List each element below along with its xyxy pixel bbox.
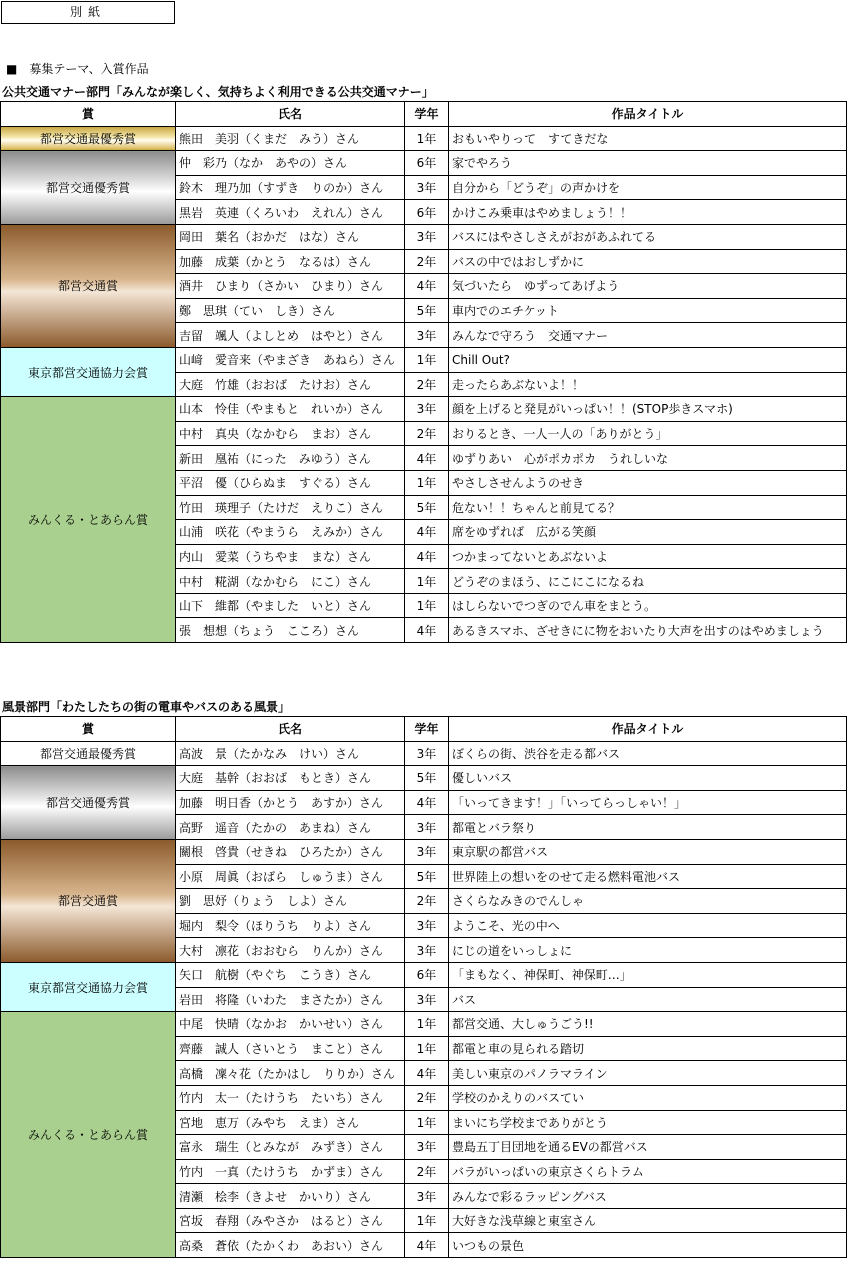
table-row [1,224,847,249]
table-header-row [1,717,847,742]
name-cell: 堀内 梨令（ほりうち りよ）さん [176,913,405,938]
name-cell: 清瀬 桧李（きよせ かいり）さん [176,1184,405,1209]
grade-cell: 1年 [405,1208,449,1233]
name-cell: 大庭 竹雄（おおば たけお）さん [176,372,405,397]
section2-title: 風景部門「わたしたちの街の電車やバスのある風景」 [2,700,291,714]
name-cell: 張 想想（ちょう こころ）さん [176,618,405,643]
grade-cell: 1年 [405,126,449,151]
grade-cell: 2年 [405,372,449,397]
table-row [1,766,847,791]
grade-cell: 1年 [405,470,449,495]
name-cell: 中村 真央（なかむら まお）さん [176,421,405,446]
name-cell: 大庭 基幹（おおば もとき）さん [176,766,405,791]
name-cell: 高野 遥音（たかの あまね）さん [176,815,405,840]
title-cell: バス [449,987,847,1012]
section2-table [0,716,847,1258]
title-cell: やさしさせんようのせき [449,470,847,495]
name-cell: 宮地 恵万（みやち えま）さん [176,1110,405,1135]
title-cell: みんなで守ろう 交通マナー [449,323,847,348]
table-row [1,839,847,864]
name-cell: 黒岩 英連（くろいわ えれん）さん [176,200,405,225]
name-cell: 大村 凛花（おおむら りんか）さん [176,938,405,963]
name-cell: 山下 維都（やました いと）さん [176,593,405,618]
table-row [1,126,847,151]
award-cell: 都営交通最優秀賞 [1,741,176,766]
attachment-label: 別紙 [1,1,175,24]
title-cell: いつもの景色 [449,1233,847,1258]
grade-cell: 6年 [405,200,449,225]
table-row [1,1012,847,1037]
name-cell: 吉留 颯人（よしとめ はやと）さん [176,323,405,348]
grade-cell: 4年 [405,618,449,643]
grade-cell: 4年 [405,1061,449,1086]
name-cell: 新田 凰祐（にった みゆう）さん [176,446,405,471]
name-cell: 高波 景（たかなみ けい）さん [176,741,405,766]
name-cell: 宮坂 春翔（みやさか はると）さん [176,1208,405,1233]
name-cell: 岡田 葉名（おかだ はな）さん [176,224,405,249]
award-cell: みんくる・とあらん賞 [1,1012,176,1258]
grade-cell: 3年 [405,175,449,200]
title-cell: 学校のかえりのバスてい [449,1085,847,1110]
title-cell: ぼくらの街、渋谷を走る都バス [449,741,847,766]
title-cell: 「まもなく、神保町、神保町…」 [449,962,847,987]
table-row [1,962,847,987]
title-cell: 走ったらあぶないよ！！ [449,372,847,397]
grade-cell: 1年 [405,1012,449,1037]
title-cell: バスにはやさしさえがおがあふれてる [449,224,847,249]
title-cell: バスの中ではおしずかに [449,249,847,274]
grade-cell: 5年 [405,298,449,323]
grade-cell: 1年 [405,1110,449,1135]
name-cell: 酒井 ひまり（さかい ひまり）さん [176,274,405,299]
title-cell: おもいやりって すてきだな [449,126,847,151]
grade-cell: 2年 [405,1085,449,1110]
grade-cell: 5年 [405,766,449,791]
grade-cell: 2年 [405,1159,449,1184]
award-column-header: 賞 [1,717,176,742]
title-cell: にじの道をいっしょに [449,938,847,963]
title-column-header: 作品タイトル [449,717,847,742]
title-cell: どうぞのまほう、にこにこになるね [449,569,847,594]
grade-cell: 4年 [405,446,449,471]
title-cell: 豊島五丁目団地を通るEVの都営バス [449,1135,847,1160]
grade-cell: 4年 [405,1233,449,1258]
award-cell: 都営交通賞 [1,224,176,347]
grade-cell: 5年 [405,864,449,889]
award-cell: 東京都営交通協力会賞 [1,962,176,1011]
page-heading: ■ 募集テーマ、入賞作品 [6,62,149,76]
grade-cell: 3年 [405,839,449,864]
grade-cell: 3年 [405,224,449,249]
name-cell: 仲 彩乃（なか あやの）さん [176,151,405,176]
grade-cell: 3年 [405,987,449,1012]
name-cell: 小原 周眞（おばら しゅうま）さん [176,864,405,889]
grade-cell: 3年 [405,913,449,938]
name-cell: 熊田 美羽（くまだ みう）さん [176,126,405,151]
award-cell: 都営交通優秀賞 [1,766,176,840]
title-cell: 都電と車の見られる踏切 [449,1036,847,1061]
award-column-header: 賞 [1,102,176,127]
name-column-header: 氏名 [176,102,405,127]
grade-cell: 2年 [405,889,449,914]
grade-cell: 4年 [405,520,449,545]
title-cell: 東京駅の都営バス [449,839,847,864]
name-cell: 山﨑 愛音来（やまざき あねら）さん [176,347,405,372]
name-cell: 竹田 瑛理子（たけだ えりこ）さん [176,495,405,520]
title-cell: まいにち学校までありがとう [449,1110,847,1135]
grade-cell: 2年 [405,249,449,274]
table-header-row [1,102,847,127]
title-cell: さくらなみきのでんしゃ [449,889,847,914]
name-cell: 鄭 思琪（てい しき）さん [176,298,405,323]
table-row [1,151,847,176]
title-cell: 車内でのエチケット [449,298,847,323]
title-cell: 美しい東京のパノラマライン [449,1061,847,1086]
grade-cell: 4年 [405,274,449,299]
title-cell: つかまってないとあぶないよ [449,544,847,569]
grade-column-header: 学年 [405,102,449,127]
grade-cell: 2年 [405,421,449,446]
name-cell: 内山 愛菜（うちやま まな）さん [176,544,405,569]
grade-cell: 3年 [405,1135,449,1160]
name-cell: 齊藤 誠人（さいとう まこと）さん [176,1036,405,1061]
title-column-header: 作品タイトル [449,102,847,127]
title-cell: 席をゆずれば 広がる笑顔 [449,520,847,545]
name-column-header: 氏名 [176,717,405,742]
grade-cell: 1年 [405,569,449,594]
title-cell: 家でやろう [449,151,847,176]
name-cell: 劉 思妤（りょう しよ）さん [176,889,405,914]
name-cell: 平沼 優（ひらぬま すぐる）さん [176,470,405,495]
title-cell: バラがいっぱいの東京さくらトラム [449,1159,847,1184]
title-cell: ようこそ、光の中へ [449,913,847,938]
name-cell: 高桑 蒼依（たかくわ あおい）さん [176,1233,405,1258]
award-cell: 都営交通優秀賞 [1,151,176,225]
name-cell: 鈴木 理乃加（すずき りのか）さん [176,175,405,200]
title-cell: 都営交通、大しゅうごう!! [449,1012,847,1037]
title-cell: おりるとき、一人一人の「ありがとう」 [449,421,847,446]
title-cell: 優しいバス [449,766,847,791]
name-cell: 中村 糀湖（なかむら にこ）さん [176,569,405,594]
grade-column-header: 学年 [405,717,449,742]
grade-cell: 6年 [405,151,449,176]
grade-cell: 3年 [405,323,449,348]
table-row [1,347,847,372]
name-cell: 岩田 将隆（いわた まさたか）さん [176,987,405,1012]
grade-cell: 3年 [405,397,449,422]
table-row [1,741,847,766]
grade-cell: 3年 [405,1184,449,1209]
name-cell: 矢口 航樹（やぐち こうき）さん [176,962,405,987]
title-cell: みんなで彩るラッピングバス [449,1184,847,1209]
grade-cell: 4年 [405,544,449,569]
title-cell: 危ない！！ちゃんと前見てる？ [449,495,847,520]
title-cell: 世界陸上の想いをのせて走る燃料電池バス [449,864,847,889]
grade-cell: 3年 [405,815,449,840]
title-cell: ゆずりあい 心がポカポカ うれしいな [449,446,847,471]
grade-cell: 6年 [405,962,449,987]
grade-cell: 4年 [405,790,449,815]
name-cell: 竹内 一真（たけうち かずま）さん [176,1159,405,1184]
title-cell: 顔を上げると発見がいっぱい！！(STOP歩きスマホ) [449,397,847,422]
section1-table [0,101,847,643]
name-cell: 高橋 凜々花（たかはし りりか）さん [176,1061,405,1086]
award-cell: 都営交通最優秀賞 [1,126,176,151]
title-cell: はしらないでつぎのでん車をまとう。 [449,593,847,618]
title-cell: 自分から「どうぞ」の声かけを [449,175,847,200]
grade-cell: 1年 [405,1036,449,1061]
title-cell: 気づいたら ゆずってあげよう [449,274,847,299]
grade-cell: 1年 [405,347,449,372]
section1-title: 公共交通マナー部門「みんなが楽しく、気持ちよく利用できる公共交通マナー」 [2,85,434,99]
title-cell: あるきスマホ、ざせきにに物をおいたり大声を出すのはやめましょう [449,618,847,643]
title-cell: 「いってきます！」「いってらっしゃい！」 [449,790,847,815]
name-cell: 加藤 成葉（かとう なるは）さん [176,249,405,274]
award-cell: 東京都営交通協力会賞 [1,347,176,396]
name-cell: 山本 怜佳（やまもと れいか）さん [176,397,405,422]
name-cell: 加藤 明日香（かとう あすか）さん [176,790,405,815]
grade-cell: 5年 [405,495,449,520]
name-cell: 關根 啓貴（せきね ひろたか）さん [176,839,405,864]
grade-cell: 3年 [405,741,449,766]
title-cell: 大好きな浅草線と東室さん [449,1208,847,1233]
name-cell: 富永 瑞生（とみなが みずき）さん [176,1135,405,1160]
title-cell: 都電とバラ祭り [449,815,847,840]
name-cell: 中尾 快晴（なかお かいせい）さん [176,1012,405,1037]
name-cell: 山浦 咲花（やまうら えみか）さん [176,520,405,545]
table-row [1,397,847,422]
title-cell: かけこみ乗車はやめましょう！！ [449,200,847,225]
name-cell: 竹内 太一（たけうち たいち）さん [176,1085,405,1110]
award-cell: 都営交通賞 [1,839,176,962]
award-cell: みんくる・とあらん賞 [1,397,176,643]
title-cell: Chill Out? [449,347,847,372]
grade-cell: 3年 [405,938,449,963]
grade-cell: 1年 [405,593,449,618]
